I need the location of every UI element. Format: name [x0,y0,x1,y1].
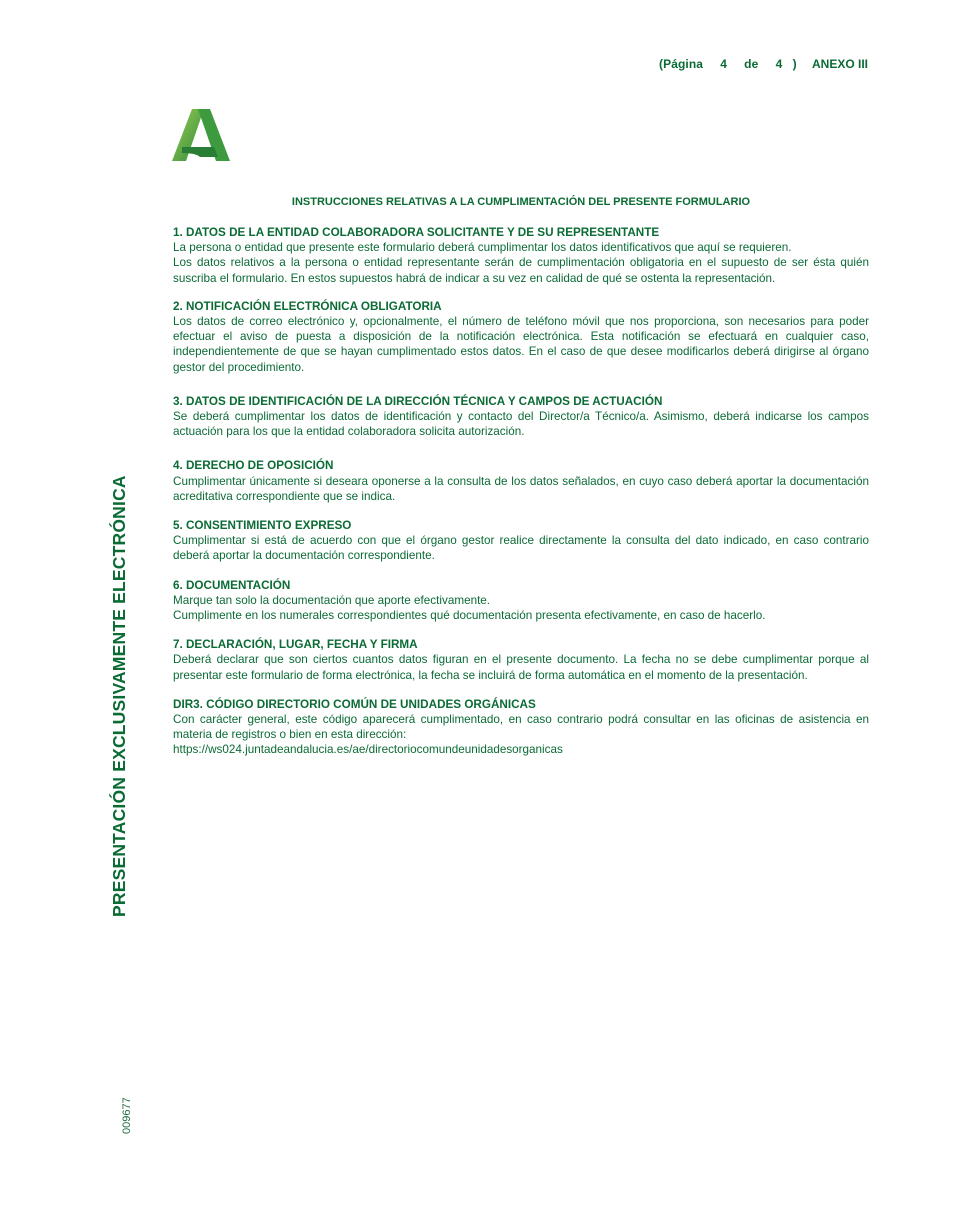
instructions-content [173,225,869,758]
section-heading: DIR3. CÓDIGO DIRECTORIO COMÚN DE UNIDADES ORGÁNICAS [173,697,536,711]
page-of: de [744,57,759,71]
section-technical-direction [173,394,869,440]
annex-label: ANEXO III [812,57,869,71]
document-title: INSTRUCCIONES RELATIVAS A LA CUMPLIMENTACIÓN DEL PRESENTE FORMULARIO [291,196,751,208]
section-right-of-opposition [173,458,869,504]
form-code: 009677 [121,1097,133,1134]
section-paragraph: Cumplimentar si está de acuerdo con que el órgano gestor realice directamente la consulta del dato indicado, en caso contrario deberá aportar la documentación correspondiente. [173,534,869,563]
section-dir3 [173,697,869,758]
junta-andalucia-logo-icon [170,107,232,165]
section-heading: 2. NOTIFICACIÓN ELECTRÓNICA OBLIGATORIA [173,299,442,313]
section-paragraph: Cumplimentar únicamente si deseara oponerse a la consulta de los datos señalados, en cuyo caso deberá aportar la documentación acreditativa correspondiente que se indica. [173,474,869,503]
section-heading: 4. DERECHO DE OPOSICIÓN [173,459,334,473]
section-paragraph: Los datos de correo electrónico y, opcionalmente, el número de teléfono móvil que nos proporciona, son necesarios para poder efectuar el aviso de puesta a disposición de la notificación electrónica. Esta notificación se efectuará en cualquier caso, independientemente de que se hayan cumplimentado estos datos. En el caso de que desee modificarlos deberá dirigirse al órgano gestor del procedimiento. [173,315,869,374]
section-documentation [173,578,869,624]
page-indicator [659,57,797,71]
page-suffix: ) [792,57,797,71]
section-entity-data [173,225,869,286]
section-paragraph: Con carácter general, este código aparecerá cumplimentado, en caso contrario podrá consultar en las oficinas de asistencia en materia de registros o bien en esta dirección: [173,713,869,742]
side-title: PRESENTACIÓN EXCLUSIVAMENTE ELECTRÓNICA [109,475,129,917]
section-heading: 5. CONSENTIMIENTO EXPRESO [173,519,352,533]
section-paragraph: Los datos relativos a la persona o entidad representante serán de cumplimentación obligatoria en el supuesto de ser ésta quién suscriba el formulario. En estos supuestos habrá de indicar a su vez en calidad de qué se ostenta la representación. [173,256,869,285]
section-paragraph: Se deberá cumplimentar los datos de identificación y contacto del Director/a Técnico/a. Asimismo, deberá indicarse los campos actuación para los que la entidad colaboradora solicita autorización. [173,410,869,439]
section-paragraph: Deberá declarar que son ciertos cuantos datos figuran en el presente documento. La fecha no se debe cumplimentar porque al presentar este formulario de forma electrónica, la fecha se incluirá de forma automática en el momento de la presentación. [173,653,869,682]
section-paragraph: Cumplimente en los numerales correspondientes qué documentación presenta efectivamente, en caso de hacerlo. [173,609,766,623]
section-paragraph: Marque tan solo la documentación que aporte efectivamente. [173,593,491,607]
section-express-consent [173,518,869,564]
section-heading: 7. DECLARACIÓN, LUGAR, FECHA Y FIRMA [173,638,418,652]
section-heading: 6. DOCUMENTACIÓN [173,578,291,592]
section-electronic-notification [173,299,869,375]
section-declaration [173,637,869,683]
directory-url: https://ws024.juntadeandalucia.es/ae/directoriocomundeunidadesorganicas [173,743,563,757]
page-current: 4 [720,57,727,71]
section-paragraph: La persona o entidad que presente este formulario deberá cumplimentar los datos identificativos que aquí se requieren. [173,241,792,255]
section-heading: 3. DATOS DE IDENTIFICACIÓN DE LA DIRECCIÓN TÉCNICA Y CAMPOS DE ACTUACIÓN [173,394,663,408]
page-prefix: (Página [659,57,704,71]
section-heading: 1. DATOS DE LA ENTIDAD COLABORADORA SOLICITANTE Y DE SU REPRESENTANTE [173,226,660,239]
page-total: 4 [775,57,783,71]
